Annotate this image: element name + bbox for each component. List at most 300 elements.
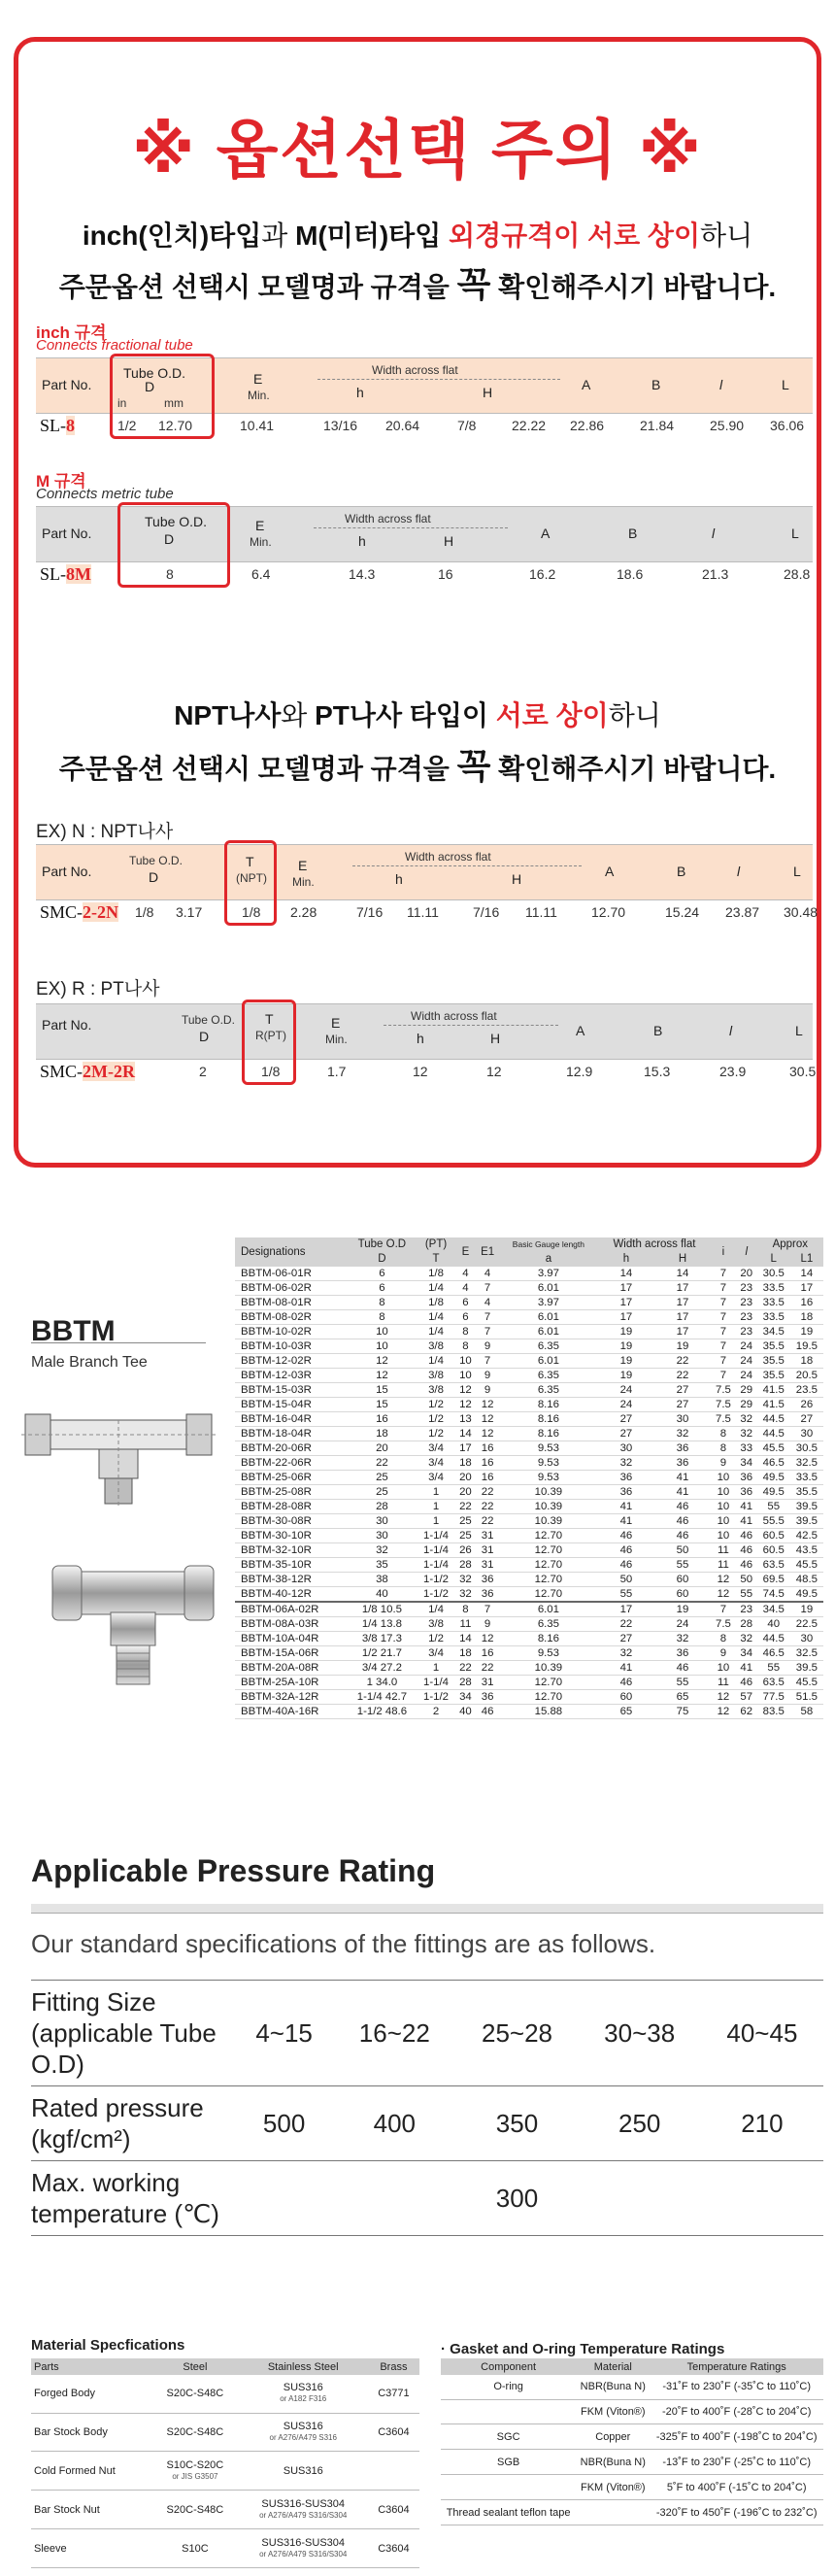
table-cell: 34.5 bbox=[757, 1602, 790, 1617]
table-cell: 49.5 bbox=[757, 1471, 790, 1485]
table-cell: 3/4 bbox=[417, 1646, 454, 1661]
material-cell: NBR(Buna N) bbox=[576, 2450, 650, 2475]
table-cell: 46 bbox=[598, 1676, 654, 1690]
cell-value: 25.90 bbox=[710, 418, 745, 433]
inch-part-number bbox=[40, 416, 75, 436]
table-cell: 16 bbox=[476, 1646, 499, 1661]
table-cell: 41 bbox=[736, 1661, 757, 1676]
table-cell: 1 bbox=[417, 1500, 454, 1514]
table-cell: 28 bbox=[736, 1617, 757, 1632]
table-cell: 9.53 bbox=[499, 1441, 598, 1456]
stainless-cell-note: or A276/A479 S316/S304 bbox=[259, 2510, 348, 2520]
table-cell: 32 bbox=[736, 1632, 757, 1646]
table-cell: 9 bbox=[476, 1617, 499, 1632]
rated-pressure-row bbox=[31, 2086, 823, 2161]
designation-cell: BBTM-18-04R bbox=[235, 1427, 347, 1441]
table-cell: 23 bbox=[736, 1281, 757, 1296]
table-cell: 18 bbox=[790, 1354, 823, 1369]
table-row bbox=[441, 2399, 823, 2424]
table-cell: 42.5 bbox=[790, 1529, 823, 1543]
cell-value: 23.9 bbox=[719, 1064, 747, 1079]
stainless-cell-note: or A182 F316 bbox=[280, 2394, 327, 2404]
table-header-cell: E bbox=[455, 1237, 477, 1267]
table-cell: 1/4 bbox=[417, 1281, 454, 1296]
table-cell: 3/8 bbox=[417, 1339, 454, 1354]
text-fragment: SMC- bbox=[40, 1062, 84, 1081]
table-header-cell: E1 bbox=[476, 1237, 499, 1267]
table-cell: 34 bbox=[736, 1456, 757, 1471]
designation-cell: BBTM-15-03R bbox=[235, 1383, 347, 1398]
table-cell: 8.16 bbox=[499, 1632, 598, 1646]
table-row bbox=[235, 1412, 823, 1427]
table-cell: 10 bbox=[455, 1369, 477, 1383]
b-header: B bbox=[677, 864, 686, 879]
table-cell: 17 bbox=[598, 1602, 654, 1617]
cell-value: 12.70 bbox=[158, 418, 193, 433]
table-cell: 1-1/4 bbox=[417, 1558, 454, 1573]
table-cell: 46 bbox=[598, 1543, 654, 1558]
table-cell: 7 bbox=[711, 1354, 736, 1369]
table-cell: 17 bbox=[654, 1310, 711, 1325]
table-row bbox=[235, 1354, 823, 1369]
table-cell: 55 bbox=[757, 1500, 790, 1514]
brass-cell bbox=[368, 2452, 419, 2491]
table-cell: 60 bbox=[598, 1690, 654, 1705]
table-header-cell: i bbox=[711, 1237, 736, 1267]
t-header: T bbox=[246, 854, 254, 869]
table-header-row bbox=[31, 2358, 419, 2375]
designation-cell: BBTM-25-06R bbox=[235, 1471, 347, 1485]
designation-cell: BBTM-12-02R bbox=[235, 1354, 347, 1369]
table-cell: 63.5 bbox=[757, 1558, 790, 1573]
table-cell: 7 bbox=[476, 1602, 499, 1617]
table-cell: 8 bbox=[347, 1310, 417, 1325]
divider bbox=[384, 1025, 558, 1026]
table-cell: 35 bbox=[347, 1558, 417, 1573]
cell-value: 15.3 bbox=[644, 1064, 671, 1079]
table-header-cell: Stainless Steel bbox=[239, 2358, 368, 2375]
designation-cell: BBTM-06-02R bbox=[235, 1281, 347, 1296]
table-cell: 6 bbox=[455, 1296, 477, 1310]
table-cell: 34 bbox=[455, 1690, 477, 1705]
part-cell bbox=[31, 2452, 151, 2491]
table-cell: 60 bbox=[654, 1587, 711, 1603]
table-cell: 14 bbox=[455, 1632, 477, 1646]
table-cell: 12 bbox=[347, 1369, 417, 1383]
table-header-cell: L1 bbox=[790, 1252, 823, 1267]
table-row bbox=[235, 1296, 823, 1310]
table-cell: 6.35 bbox=[499, 1617, 598, 1632]
brass-cell-text: C3604 bbox=[378, 2426, 410, 2439]
table-cell: 41 bbox=[654, 1471, 711, 1485]
cell-value: 12.9 bbox=[566, 1064, 593, 1079]
table-cell: 9.53 bbox=[499, 1471, 598, 1485]
table-cell: 19 bbox=[654, 1602, 711, 1617]
table-header-cell: Material bbox=[576, 2358, 650, 2375]
table-cell: 46 bbox=[654, 1661, 711, 1676]
table-cell: 1/8 bbox=[417, 1267, 454, 1281]
table-cell: 45.5 bbox=[757, 1441, 790, 1456]
part-cell bbox=[31, 2413, 151, 2452]
table-cell: 23 bbox=[736, 1602, 757, 1617]
cell-value: 1/8 bbox=[242, 904, 261, 920]
table-cell: 33.5 bbox=[757, 1310, 790, 1325]
table-header-cell: (PT) bbox=[417, 1237, 454, 1252]
table-cell: 27 bbox=[598, 1632, 654, 1646]
width-across-flat-header: Width across flat bbox=[372, 363, 458, 377]
table-cell: 35.5 bbox=[790, 1485, 823, 1500]
cell-value: 1/2 bbox=[117, 418, 137, 433]
table-cell: 10 bbox=[711, 1485, 736, 1500]
table-header-cell: D bbox=[347, 1252, 417, 1267]
b-header: B bbox=[653, 1023, 663, 1038]
table-cell: 24 bbox=[736, 1369, 757, 1383]
table-row bbox=[441, 2375, 823, 2399]
table-cell: 1 bbox=[417, 1514, 454, 1529]
table-cell: 3.97 bbox=[499, 1267, 598, 1281]
table-cell: 65 bbox=[598, 1705, 654, 1719]
table-cell: 4 bbox=[455, 1267, 477, 1281]
table-cell: 57 bbox=[736, 1690, 757, 1705]
inch-spec-table bbox=[36, 357, 813, 445]
cell-value: 22.86 bbox=[570, 418, 605, 433]
brass-cell bbox=[368, 2529, 419, 2568]
gasket-table-body bbox=[441, 2375, 823, 2525]
l-header: l bbox=[729, 1023, 733, 1038]
width-across-flat-header: Width across flat bbox=[345, 512, 431, 525]
cell-value: 28.8 bbox=[784, 566, 811, 582]
table-cell: 32 bbox=[455, 1587, 477, 1603]
table-cell: 7 bbox=[711, 1310, 736, 1325]
table-cell: 34.5 bbox=[757, 1325, 790, 1339]
cell-value: 12.70 bbox=[591, 904, 626, 920]
table-cell: 33.5 bbox=[757, 1296, 790, 1310]
table-header-cell: Designations bbox=[235, 1237, 347, 1267]
L-header: L bbox=[793, 864, 801, 879]
cell-value: 13/16 bbox=[323, 418, 358, 433]
table-cell: 30 bbox=[654, 1412, 711, 1427]
table-cell: 12.70 bbox=[499, 1573, 598, 1587]
designation-cell: BBTM-28-08R bbox=[235, 1500, 347, 1514]
table-cell: 22 bbox=[347, 1456, 417, 1471]
cell-value: 7/16 bbox=[356, 904, 384, 920]
stainless-cell bbox=[239, 2452, 368, 2491]
table-cell: 1/4 13.8 bbox=[347, 1617, 417, 1632]
text-fragment: PT나사 타입이 bbox=[315, 700, 488, 730]
metric-section-label: M 규격 bbox=[36, 472, 86, 491]
table-cell: 1-1/4 bbox=[417, 1543, 454, 1558]
table-cell: 41 bbox=[598, 1661, 654, 1676]
table-cell: 28 bbox=[455, 1558, 477, 1573]
brass-cell bbox=[368, 2491, 419, 2529]
fitting-size-row bbox=[31, 1981, 823, 2086]
table-cell: 36 bbox=[736, 1471, 757, 1485]
table-cell: 24 bbox=[736, 1354, 757, 1369]
table-cell: 39.5 bbox=[790, 1500, 823, 1514]
table-row bbox=[235, 1602, 823, 1617]
designation-cell: BBTM-30-10R bbox=[235, 1529, 347, 1543]
designation-cell: BBTM-10-03R bbox=[235, 1339, 347, 1354]
table-cell: 60.5 bbox=[757, 1543, 790, 1558]
table-cell: 14 bbox=[654, 1267, 711, 1281]
highlight-box bbox=[110, 354, 215, 439]
table-cell: 36 bbox=[654, 1441, 711, 1456]
table-cell: 8 bbox=[455, 1602, 477, 1617]
table-cell: 1-1/2 48.6 bbox=[347, 1705, 417, 1719]
notice-line-1 bbox=[18, 215, 817, 254]
table-cell: 7 bbox=[476, 1281, 499, 1296]
table-cell: 17 bbox=[654, 1281, 711, 1296]
text-fragment: SL- bbox=[40, 564, 66, 584]
table-cell: 1/8 10.5 bbox=[347, 1602, 417, 1617]
text-fragment: 과 bbox=[261, 220, 296, 251]
table-cell: 41.5 bbox=[757, 1383, 790, 1398]
steel-cell bbox=[151, 2375, 238, 2413]
text-fragment bbox=[441, 220, 449, 251]
text-fragment: 서로 상이 bbox=[495, 700, 609, 730]
table-cell: 9 bbox=[711, 1456, 736, 1471]
table-cell: 7.5 bbox=[711, 1398, 736, 1412]
stainless-cell-text: SUS316 bbox=[283, 2382, 323, 2394]
cell-value: 11.11 bbox=[407, 904, 439, 920]
table-row bbox=[235, 1485, 823, 1500]
table-cell: 41 bbox=[654, 1485, 711, 1500]
text-fragment: NPT나사 bbox=[174, 700, 282, 730]
table-cell: 6.01 bbox=[499, 1354, 598, 1369]
table-cell: 32.5 bbox=[790, 1456, 823, 1471]
table-row bbox=[235, 1471, 823, 1485]
table-cell: 30 bbox=[790, 1427, 823, 1441]
text-fragment: 하니 bbox=[700, 220, 753, 251]
table-cell: 46 bbox=[736, 1558, 757, 1573]
table-cell: 17 bbox=[654, 1296, 711, 1310]
cell-value: 36.06 bbox=[770, 418, 805, 433]
table-cell: 60 bbox=[654, 1573, 711, 1587]
table-cell: 31 bbox=[476, 1543, 499, 1558]
width-across-flat-header: Width across flat bbox=[405, 850, 491, 864]
table-cell: 55 bbox=[598, 1587, 654, 1603]
text-fragment: 확인해주시기 바랍니다. bbox=[490, 754, 777, 784]
table-cell: 4 bbox=[455, 1281, 477, 1296]
table-row bbox=[235, 1543, 823, 1558]
cell-value: 2.28 bbox=[290, 904, 317, 920]
table-cell: 7 bbox=[711, 1369, 736, 1383]
table-cell: 7.5 bbox=[711, 1617, 736, 1632]
table-cell: 33.5 bbox=[757, 1281, 790, 1296]
designation-cell: BBTM-06A-02R bbox=[235, 1602, 347, 1617]
stainless-cell-text: SUS316 bbox=[283, 2464, 323, 2477]
table-cell: 7 bbox=[711, 1296, 736, 1310]
table-row bbox=[235, 1281, 823, 1296]
component-cell bbox=[441, 2399, 576, 2424]
row-label: Fitting Size (applicable Tube O.D) bbox=[31, 1981, 235, 2086]
cell-value: 3.17 bbox=[176, 904, 203, 920]
H-header: H bbox=[483, 385, 493, 400]
table-cell: 9.53 bbox=[499, 1456, 598, 1471]
temp-cell: -20˚F to 400˚F (-28˚C to 204˚C) bbox=[650, 2399, 823, 2424]
table-cell: 40 bbox=[455, 1705, 477, 1719]
table-cell: 1 bbox=[417, 1661, 454, 1676]
table-cell: 26 bbox=[790, 1398, 823, 1412]
table-cell: 1-1/2 bbox=[417, 1573, 454, 1587]
pt-example-label: EX) R : PT나사 bbox=[36, 979, 160, 1000]
e-header: E bbox=[298, 858, 308, 873]
table-cell: 6.01 bbox=[499, 1310, 598, 1325]
table-cell: 60.5 bbox=[757, 1529, 790, 1543]
min-header: Min. bbox=[325, 1033, 348, 1046]
table-cell: 16~22 bbox=[333, 1981, 455, 2086]
component-cell: SGC bbox=[441, 2424, 576, 2450]
table-row bbox=[235, 1267, 823, 1281]
text-fragment bbox=[488, 700, 496, 730]
table-header-cell: Approx bbox=[757, 1237, 823, 1252]
metric-section-sub: Connects metric tube bbox=[36, 486, 174, 502]
table-header-cell: Component bbox=[441, 2358, 576, 2375]
part-cell-text: Cold Formed Nut bbox=[34, 2464, 116, 2477]
table-cell: 31 bbox=[476, 1676, 499, 1690]
table-cell: 400 bbox=[333, 2086, 455, 2161]
table-cell: 32 bbox=[736, 1412, 757, 1427]
table-cell: 10 bbox=[711, 1529, 736, 1543]
table-cell: 22 bbox=[476, 1514, 499, 1529]
table-cell: 13 bbox=[455, 1412, 477, 1427]
designation-cell: BBTM-08A-03R bbox=[235, 1617, 347, 1632]
table-cell: 49.5 bbox=[757, 1485, 790, 1500]
table-cell: 17 bbox=[790, 1281, 823, 1296]
table-cell: 3.97 bbox=[499, 1296, 598, 1310]
part-cell-text: Bar Stock Nut bbox=[34, 2503, 100, 2516]
stainless-cell bbox=[239, 2491, 368, 2529]
designation-cell: BBTM-35-10R bbox=[235, 1558, 347, 1573]
bbtm-title-rule bbox=[31, 1342, 206, 1343]
cell-value: 12 bbox=[486, 1064, 502, 1079]
table-cell: 36 bbox=[476, 1587, 499, 1603]
table-cell: 44.5 bbox=[757, 1412, 790, 1427]
metric-type-text: M(미터)타입 bbox=[295, 220, 442, 251]
steel-cell-note: or JIS G3507 bbox=[172, 2471, 218, 2481]
max-temperature-row bbox=[31, 2161, 823, 2236]
designation-cell: BBTM-30-08R bbox=[235, 1514, 347, 1529]
table-cell: 8.16 bbox=[499, 1398, 598, 1412]
part-no-header: Part No. bbox=[42, 864, 92, 879]
table-cell: 1-1/4 bbox=[417, 1676, 454, 1690]
table-cell: 12 bbox=[476, 1427, 499, 1441]
table-row bbox=[235, 1705, 823, 1719]
designation-cell: BBTM-32-10R bbox=[235, 1543, 347, 1558]
table-cell: 20 bbox=[455, 1471, 477, 1485]
table-cell: 12 bbox=[711, 1690, 736, 1705]
pt-part-number bbox=[40, 1062, 135, 1082]
table-cell bbox=[579, 2161, 701, 2236]
table-cell: 27 bbox=[654, 1383, 711, 1398]
table-cell: 11 bbox=[711, 1558, 736, 1573]
brass-cell-text: C3604 bbox=[378, 2503, 410, 2516]
table-cell: 12 bbox=[455, 1398, 477, 1412]
steel-cell bbox=[151, 2413, 238, 2452]
table-cell: 12.70 bbox=[499, 1676, 598, 1690]
material-cell: FKM (Viton®) bbox=[576, 2399, 650, 2424]
table-cell: 1/4 bbox=[417, 1602, 454, 1617]
table-cell: 46.5 bbox=[757, 1456, 790, 1471]
table-cell: 8.16 bbox=[499, 1412, 598, 1427]
table-cell: 12 bbox=[347, 1354, 417, 1369]
table-cell: 41 bbox=[736, 1514, 757, 1529]
tube-od-header: Tube O.D. bbox=[129, 854, 183, 867]
row-label: Rated pressure (kgf/cm²) bbox=[31, 2086, 235, 2161]
table-cell: 27 bbox=[598, 1427, 654, 1441]
stainless-cell-text: SUS316-SUS304 bbox=[261, 2536, 346, 2549]
H-header: H bbox=[490, 1031, 501, 1046]
table-header-cell: h bbox=[598, 1252, 654, 1267]
bbtm-table-body bbox=[235, 1267, 823, 1719]
divider bbox=[352, 865, 582, 866]
material-cell: Copper bbox=[576, 2424, 650, 2450]
table-row bbox=[441, 2424, 823, 2450]
tube-od-header: Tube O.D. bbox=[145, 514, 208, 529]
text-fragment: 하니 bbox=[608, 700, 661, 730]
component-cell: SGB bbox=[441, 2450, 576, 2475]
table-cell: 17 bbox=[598, 1281, 654, 1296]
table-cell: 7.5 bbox=[711, 1412, 736, 1427]
steel-cell bbox=[151, 2452, 238, 2491]
table-cell: 10.39 bbox=[499, 1661, 598, 1676]
d-header: D bbox=[145, 379, 155, 394]
table-cell: 22 bbox=[476, 1485, 499, 1500]
table-cell: 9.53 bbox=[499, 1646, 598, 1661]
table-cell: 19 bbox=[598, 1339, 654, 1354]
table-cell: 22 bbox=[455, 1500, 477, 1514]
pt-spec-table bbox=[36, 1003, 817, 1091]
table-cell: 3/8 bbox=[417, 1383, 454, 1398]
table-cell: 6 bbox=[347, 1281, 417, 1296]
table-row bbox=[235, 1325, 823, 1339]
table-cell: 6 bbox=[455, 1310, 477, 1325]
table-cell: 14 bbox=[598, 1267, 654, 1281]
table-row bbox=[235, 1398, 823, 1412]
text-fragment: 와 bbox=[281, 700, 316, 730]
table-row bbox=[235, 1456, 823, 1471]
h-header: h bbox=[358, 533, 366, 549]
cell-value: 2 bbox=[199, 1064, 207, 1079]
text-fragment: 8 bbox=[66, 416, 75, 435]
table-cell: 49.5 bbox=[790, 1587, 823, 1603]
option-notice-box bbox=[14, 37, 821, 1168]
table-header-cell: H bbox=[654, 1252, 711, 1267]
table-cell: 16 bbox=[476, 1471, 499, 1485]
table-cell: 55 bbox=[736, 1587, 757, 1603]
table-cell: 20 bbox=[455, 1485, 477, 1500]
tube-od-header: Tube O.D. bbox=[182, 1013, 235, 1027]
table-cell: 19 bbox=[598, 1325, 654, 1339]
table-cell: 12 bbox=[711, 1705, 736, 1719]
designation-cell: BBTM-25-08R bbox=[235, 1485, 347, 1500]
table-row bbox=[235, 1558, 823, 1573]
table-cell: 18 bbox=[455, 1456, 477, 1471]
table-header-cell: Parts bbox=[31, 2358, 151, 2375]
table-row bbox=[235, 1514, 823, 1529]
designation-cell: BBTM-22-06R bbox=[235, 1456, 347, 1471]
table-cell: 40~45 bbox=[701, 1981, 823, 2086]
table-cell: 12 bbox=[476, 1632, 499, 1646]
table-cell: 35.5 bbox=[757, 1369, 790, 1383]
notice-title: ※ 옵션선택 주의 ※ bbox=[132, 114, 703, 186]
cell-value: 10.41 bbox=[240, 418, 275, 433]
table-cell: 9 bbox=[476, 1339, 499, 1354]
part-cell-text: Bar Stock Body bbox=[34, 2426, 108, 2439]
table-cell: 9 bbox=[476, 1369, 499, 1383]
table-row bbox=[235, 1500, 823, 1514]
table-cell: 55 bbox=[654, 1558, 711, 1573]
